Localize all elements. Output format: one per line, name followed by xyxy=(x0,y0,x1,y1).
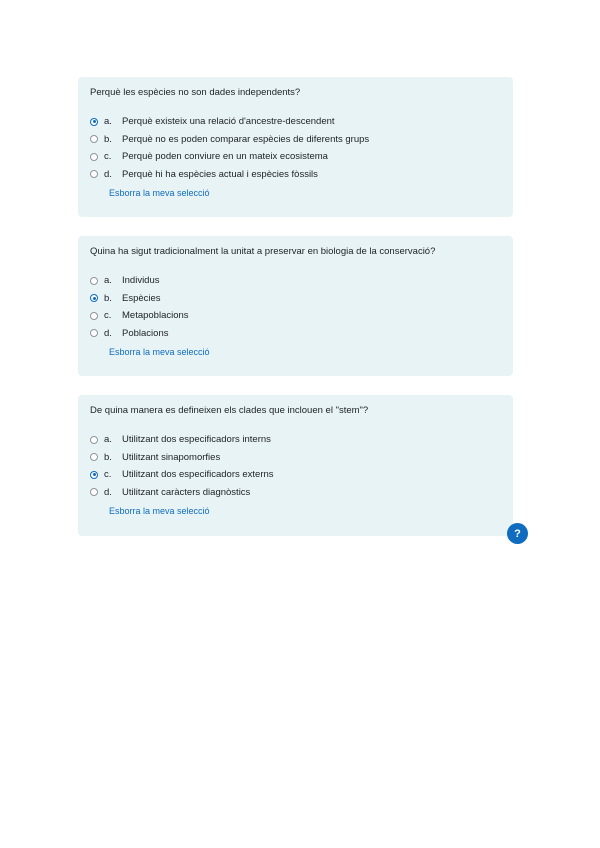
question-mark-icon: ? xyxy=(514,527,521,540)
radio-unselected-icon[interactable] xyxy=(90,170,98,178)
answer-option-c[interactable] xyxy=(90,307,501,325)
answer-option-a[interactable] xyxy=(90,113,501,131)
option-text: Espècies xyxy=(122,292,161,304)
clear-selection-link[interactable]: Esborra la meva selecció xyxy=(109,347,210,357)
option-text: Utilitzant dos especificadors interns xyxy=(122,434,271,446)
answer-option-d[interactable] xyxy=(90,325,501,343)
option-letter: c. xyxy=(104,310,112,322)
option-text: Perquè no es poden comparar espècies de diferents grups xyxy=(122,133,370,145)
radio-unselected-icon[interactable] xyxy=(90,436,98,444)
option-letter: c. xyxy=(104,469,112,481)
answer-option-a[interactable] xyxy=(90,431,501,449)
option-letter: b. xyxy=(104,292,112,304)
clear-selection-link[interactable]: Esborra la meva selecció xyxy=(109,188,210,198)
option-letter: c. xyxy=(104,151,112,163)
question-text: Perquè les espècies no son dades independents? xyxy=(90,87,301,98)
option-text: Metapoblacions xyxy=(122,310,189,322)
option-letter: b. xyxy=(104,133,112,145)
option-text: Perquè poden conviure en un mateix ecosistema xyxy=(122,151,328,163)
answer-option-d[interactable] xyxy=(90,484,501,502)
option-text: Poblacions xyxy=(122,327,169,339)
option-letter: d. xyxy=(104,168,112,180)
option-letter: d. xyxy=(104,486,112,498)
option-text: Utilitzant dos especificadors externs xyxy=(122,469,274,481)
help-button[interactable] xyxy=(507,523,528,544)
radio-unselected-icon[interactable] xyxy=(90,135,98,143)
radio-unselected-icon[interactable] xyxy=(90,312,98,320)
question-card-1 xyxy=(78,77,513,217)
option-text: Individus xyxy=(122,275,160,287)
question-text: De quina manera es defineixen els clades que inclouen el "stem"? xyxy=(90,405,369,416)
question-text: Quina ha sigut tradicionalment la unitat a preservar en biologia de la conservació? xyxy=(90,246,436,257)
question-card-3 xyxy=(78,395,513,536)
option-text: Perquè existeix una relació d'ancestre-descendent xyxy=(122,116,335,128)
radio-unselected-icon[interactable] xyxy=(90,329,98,337)
radio-unselected-icon[interactable] xyxy=(90,153,98,161)
radio-unselected-icon[interactable] xyxy=(90,277,98,285)
answer-option-c[interactable] xyxy=(90,466,501,484)
option-letter: b. xyxy=(104,451,112,463)
radio-selected-icon[interactable] xyxy=(90,118,98,126)
answer-option-b[interactable] xyxy=(90,131,501,149)
option-text: Utilitzant sinapomorfies xyxy=(122,451,221,463)
radio-selected-icon[interactable] xyxy=(90,294,98,302)
radio-unselected-icon[interactable] xyxy=(90,453,98,461)
answer-option-c[interactable] xyxy=(90,148,501,166)
clear-selection-link[interactable]: Esborra la meva selecció xyxy=(109,506,210,516)
radio-unselected-icon[interactable] xyxy=(90,488,98,496)
option-letter: a. xyxy=(104,275,112,287)
option-letter: a. xyxy=(104,116,112,128)
answer-option-d[interactable] xyxy=(90,166,501,184)
option-text: Utilitzant caràcters diagnòstics xyxy=(122,486,251,498)
answer-option-a[interactable] xyxy=(90,272,501,290)
option-letter: d. xyxy=(104,327,112,339)
answer-option-b[interactable] xyxy=(90,449,501,467)
option-text: Perquè hi ha espècies actual i espècies fòssils xyxy=(122,168,318,180)
option-letter: a. xyxy=(104,434,112,446)
question-card-2 xyxy=(78,236,513,376)
radio-selected-icon[interactable] xyxy=(90,471,98,479)
answer-option-b[interactable] xyxy=(90,290,501,308)
